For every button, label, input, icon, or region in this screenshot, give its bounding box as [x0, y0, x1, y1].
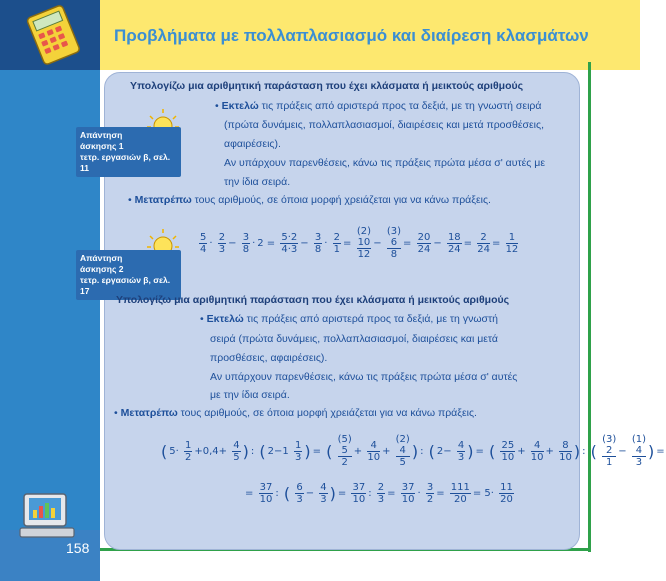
- section2-line5: με την ίδια σειρά.: [210, 389, 290, 401]
- section2-line3: προσθέσεις, αφαιρέσεις).: [210, 352, 328, 364]
- section2-bullet1: • Εκτελώ τις πράξεις από αριστερά προς τα δεξιά, με τη γνωστή: [200, 313, 498, 325]
- equation-1: $\frac{5}{4}$ · $\frac{2}{3}$ − $\frac{3}{8}$ · 2 = $\frac{5\cdot 2}{4\cdot 3}$ − $\frac{3}{8}$ · $\frac{2}{1}$ = (2) 10 12 − (3) 6 8 = $\frac{20}{24}$ − $\frac{18}{24}$ = $\frac{2}{24}$ = $\frac{1}{12}$: [200, 226, 519, 260]
- section1-bullet1: • Εκτελώ τις πράξεις από αριστερά προς τα δεξιά, με τη γνωστή σειρά: [215, 100, 542, 112]
- section1-answer-label: Απάντηση άσκησης 1 τετρ. εργασιών β, σελ. 11: [76, 127, 181, 177]
- section1-line4: Αν υπάρχουν παρενθέσεις, κάνω τις πράξεις πρώτα μέσα σ' αυτές με: [224, 157, 546, 169]
- section2-heading: Υπολογίζω μια αριθμητική παράσταση που έχει κλάσματα ή μεικτούς αριθμούς: [116, 294, 510, 306]
- section1-line2: (πρώτα δυνάμεις, πολλαπλασιασμοί, διαιρέσεις και μετά προσθέσεις,: [224, 119, 544, 131]
- page-title: Προβλήματα με πολλαπλασιασμό και διαίρεση κλασμάτων: [114, 26, 589, 45]
- calculator-icon: [22, 6, 84, 62]
- equation-2-line1: ( 5· $\frac{1}{2}$ +0,4+ $\frac{4}{5}$ ) : ( 2−1 $\frac{1}{3}$ ) = ( (5) 5 2 + $\frac{4}{10}$ + (2) 4 5 ) : ( 2− $\frac{4}{3}$ ) = ( $\frac{25}{10}$ + $\frac{4}{10}$ + $\frac{8}{10}$ ) : ( (3) 2 1 − (1) 4 3 ) =: [161, 434, 665, 468]
- section2-answer-label: Απάντηση άσκησης 2 τετρ. εργασιών β, σελ. 17: [76, 250, 181, 300]
- computer-icon: [18, 490, 80, 540]
- equation-2-line2: = $\frac{37}{10}$ : ( $\frac{6}{3}$ − $\frac{4}{3}$ ) = $\frac{37}{10}$ : $\frac{2}{3}$ = $\frac{37}{10}$ · $\frac{3}{2}$ = $\frac{111}{20}$ = 5· $\frac{11}{20}$: [245, 482, 513, 505]
- section1-bullet2: • Μετατρέπω τους αριθμούς, σε όποια μορφή χρειάζεται για να κάνω πράξεις.: [128, 194, 491, 206]
- section2-line4: Αν υπάρχουν παρενθέσεις, κάνω τις πράξεις πρώτα μέσα σ' αυτές: [210, 371, 518, 383]
- section1-line3: αφαιρέσεις).: [224, 138, 281, 150]
- page-number: 158: [66, 540, 90, 556]
- section2-line2: σειρά (πρώτα δυνάμεις, πολλαπλασιασμοί, διαιρέσεις και μετά: [210, 333, 498, 345]
- section1-line5: την ίδια σειρά.: [224, 176, 291, 188]
- section2-bullet2: • Μετατρέπω τους αριθμούς, σε όποια μορφή χρειάζεται για να κάνω πράξεις.: [114, 407, 477, 419]
- frame-line-vertical: [588, 62, 591, 552]
- section1-heading: Υπολογίζω μια αριθμητική παράσταση που έχει κλάσματα ή μεικτούς αριθμούς: [130, 80, 524, 92]
